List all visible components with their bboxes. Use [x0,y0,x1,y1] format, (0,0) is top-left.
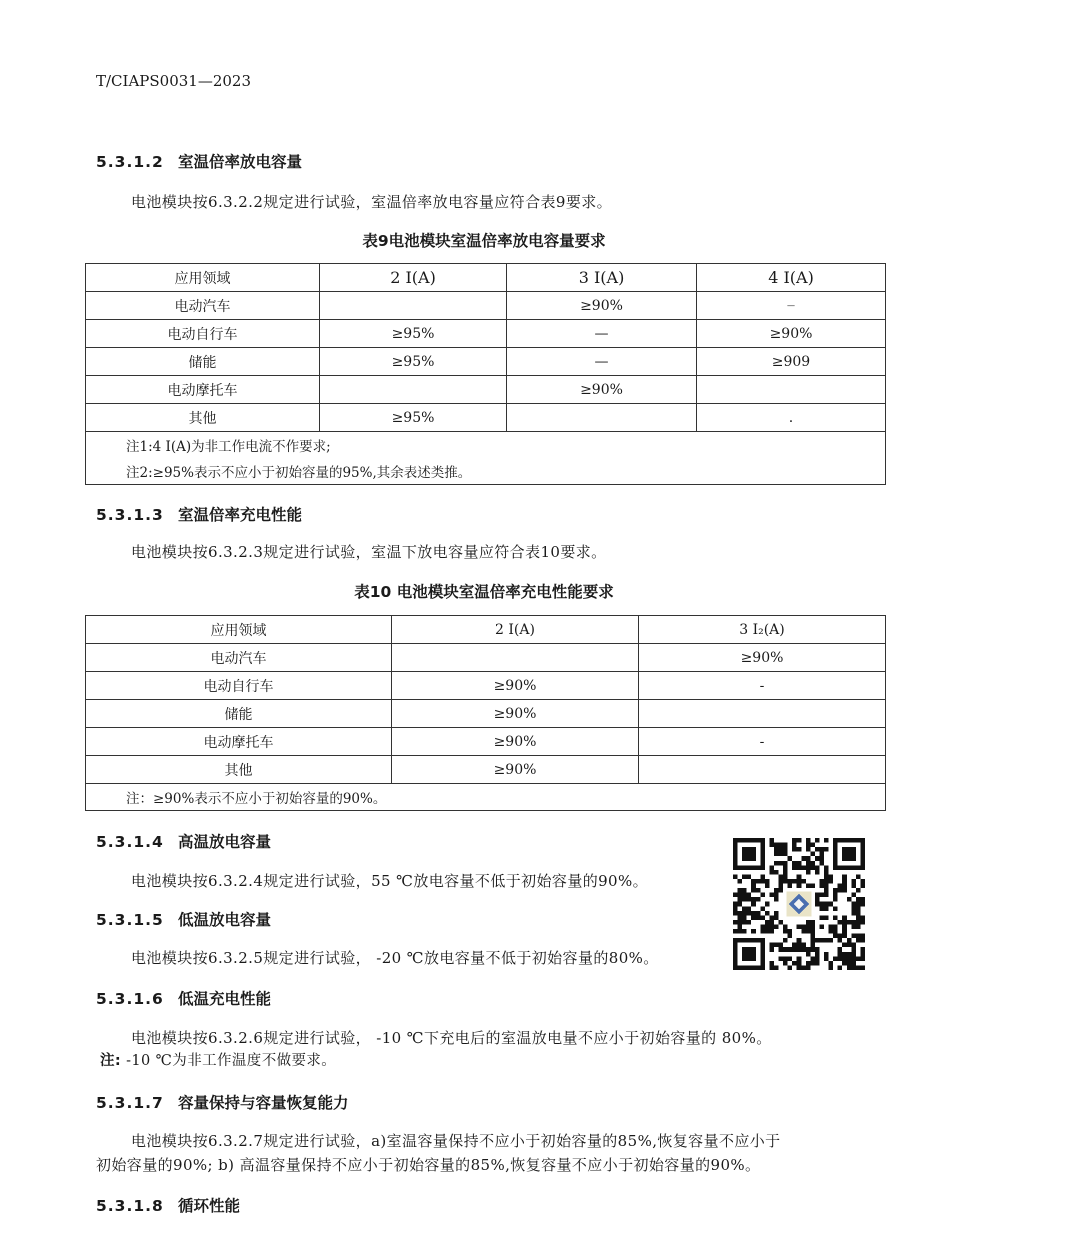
table-cell: 电动摩托车 [86,376,320,404]
section-title: 循环性能 [178,1197,241,1215]
table-note-row [86,784,886,811]
table-cell: 其他 [86,756,392,784]
table-header-row [86,264,886,292]
paragraph: 电池模块按6.3.2.5规定进行试验， -20 ℃放电容量不低于初始容量的80%。 [131,949,659,967]
table-row [86,672,886,700]
paragraph: 电池模块按6.3.2.2规定进行试验，室温倍率放电容量应符合表9要求。 [131,193,613,211]
table-header-row [86,616,886,644]
table-cell [639,700,886,728]
table-cell: ≥90% [392,700,639,728]
table-cell: ≥95% [320,320,507,348]
section-heading-5-3-1-7 [96,1091,349,1113]
section-title: 容量保持与容量恢复能力 [178,1094,349,1112]
table-cell: 电动自行车 [86,672,392,700]
paragraph: 电池模块按6.3.2.4规定进行试验，55 ℃放电容量不低于初始容量的90%。 [131,872,649,890]
note-text: -10 ℃为非工作温度不做要求。 [126,1053,337,1069]
table-cell [392,644,639,672]
table-cell: ≥90% [392,756,639,784]
table-note: 注2:≥95%表示不应小于初始容量的95%,其余表述类推。 [86,458,886,485]
table-note: 注1:4 I(A)为非工作电流不作要求; [86,432,886,459]
document-id: T/CIAPS0031—2023 [96,72,252,90]
section-number: 5.3.1.4 [96,833,164,851]
table-cell [320,376,507,404]
section-title: 低温充电性能 [178,990,272,1008]
header-cell: 2 I(A) [320,264,507,292]
section-title: 室温倍率放电容量 [178,153,303,171]
header-cell: 应用领域 [86,264,320,292]
table-cell: 电动汽车 [86,644,392,672]
header-cell: 4 I(A) [697,264,886,292]
table-cell: — [507,348,697,376]
table-note-row [86,432,886,459]
table-row [86,700,886,728]
paragraph: 电池模块按6.3.2.6规定进行试验， -10 ℃下充电后的室温放电量不应小于初始容量的 80%。 [131,1029,772,1047]
table-cell: 电动摩托车 [86,728,392,756]
table-cell: ≥90% [507,292,697,320]
section-number: 5.3.1.2 [96,153,164,171]
table-cell: ≥909 [697,348,886,376]
header-cell: 3 I₂(A) [639,616,886,644]
section-title: 高温放电容量 [178,833,272,851]
section-number: 5.3.1.8 [96,1197,164,1215]
header-cell: 2 I(A) [392,616,639,644]
table-row [86,320,886,348]
table-cell: ≥90% [639,644,886,672]
note-label: 注: [100,1053,122,1069]
table-cell: — [697,292,886,320]
table-cell: 电动汽车 [86,292,320,320]
table-10 [85,615,886,811]
table-row [86,376,886,404]
header-cell: 3 I(A) [507,264,697,292]
table-row [86,404,886,432]
section-heading-5-3-1-5 [96,908,271,930]
table-cell: - [639,672,886,700]
paragraph-line-2: 初始容量的90%; b) 高温容量保持不应小于初始容量的85%,恢复容量不应小于初始容量的90%。 [96,1156,761,1174]
table-cell: ≥90% [507,376,697,404]
table-cell: - [639,728,886,756]
table-cell: ≥90% [697,320,886,348]
section-number: 5.3.1.7 [96,1094,164,1112]
table-caption: 表10 电池模块室温倍率充电性能要求 [354,583,614,601]
section-title: 低温放电容量 [178,911,272,929]
table-cell: 储能 [86,700,392,728]
qr-code [729,838,869,970]
table-cell: ≥90% [392,672,639,700]
table-cell: 其他 [86,404,320,432]
table-cell [639,756,886,784]
note [100,1049,336,1070]
section-number: 5.3.1.6 [96,990,164,1008]
qr-logo-icon [785,890,812,917]
header-cell: 应用领域 [86,616,392,644]
section-number: 5.3.1.3 [96,506,164,524]
section-heading-5-3-1-6 [96,987,271,1009]
table-caption: 表9电池模块室温倍率放电容量要求 [362,232,606,250]
table-cell: ≥95% [320,348,507,376]
table-cell [697,376,886,404]
section-heading-5-3-1-3 [96,503,302,525]
table-row [86,728,886,756]
table-cell: . [697,404,886,432]
table-note-row [86,458,886,485]
table-row [86,348,886,376]
section-heading-5-3-1-2 [96,150,302,172]
table-row [86,644,886,672]
table-row [86,292,886,320]
table-cell: ≥90% [392,728,639,756]
section-heading-5-3-1-8 [96,1194,240,1216]
table-9 [85,263,886,485]
table-cell: 电动自行车 [86,320,320,348]
paragraph-line-1: 电池模块按6.3.2.7规定进行试验，a)室温容量保持不应小于初始容量的85%,恢复容量不应小于 [131,1132,781,1150]
table-cell: — [507,320,697,348]
table-row [86,756,886,784]
table-note: 注：≥90%表示不应小于初始容量的90%。 [86,784,886,811]
section-heading-5-3-1-4 [96,830,271,852]
table-cell: ≥95% [320,404,507,432]
paragraph: 电池模块按6.3.2.3规定进行试验，室温下放电容量应符合表10要求。 [131,543,607,561]
table-cell [320,292,507,320]
section-title: 室温倍率充电性能 [178,506,303,524]
table-cell [507,404,697,432]
table-cell: 储能 [86,348,320,376]
section-number: 5.3.1.5 [96,911,164,929]
